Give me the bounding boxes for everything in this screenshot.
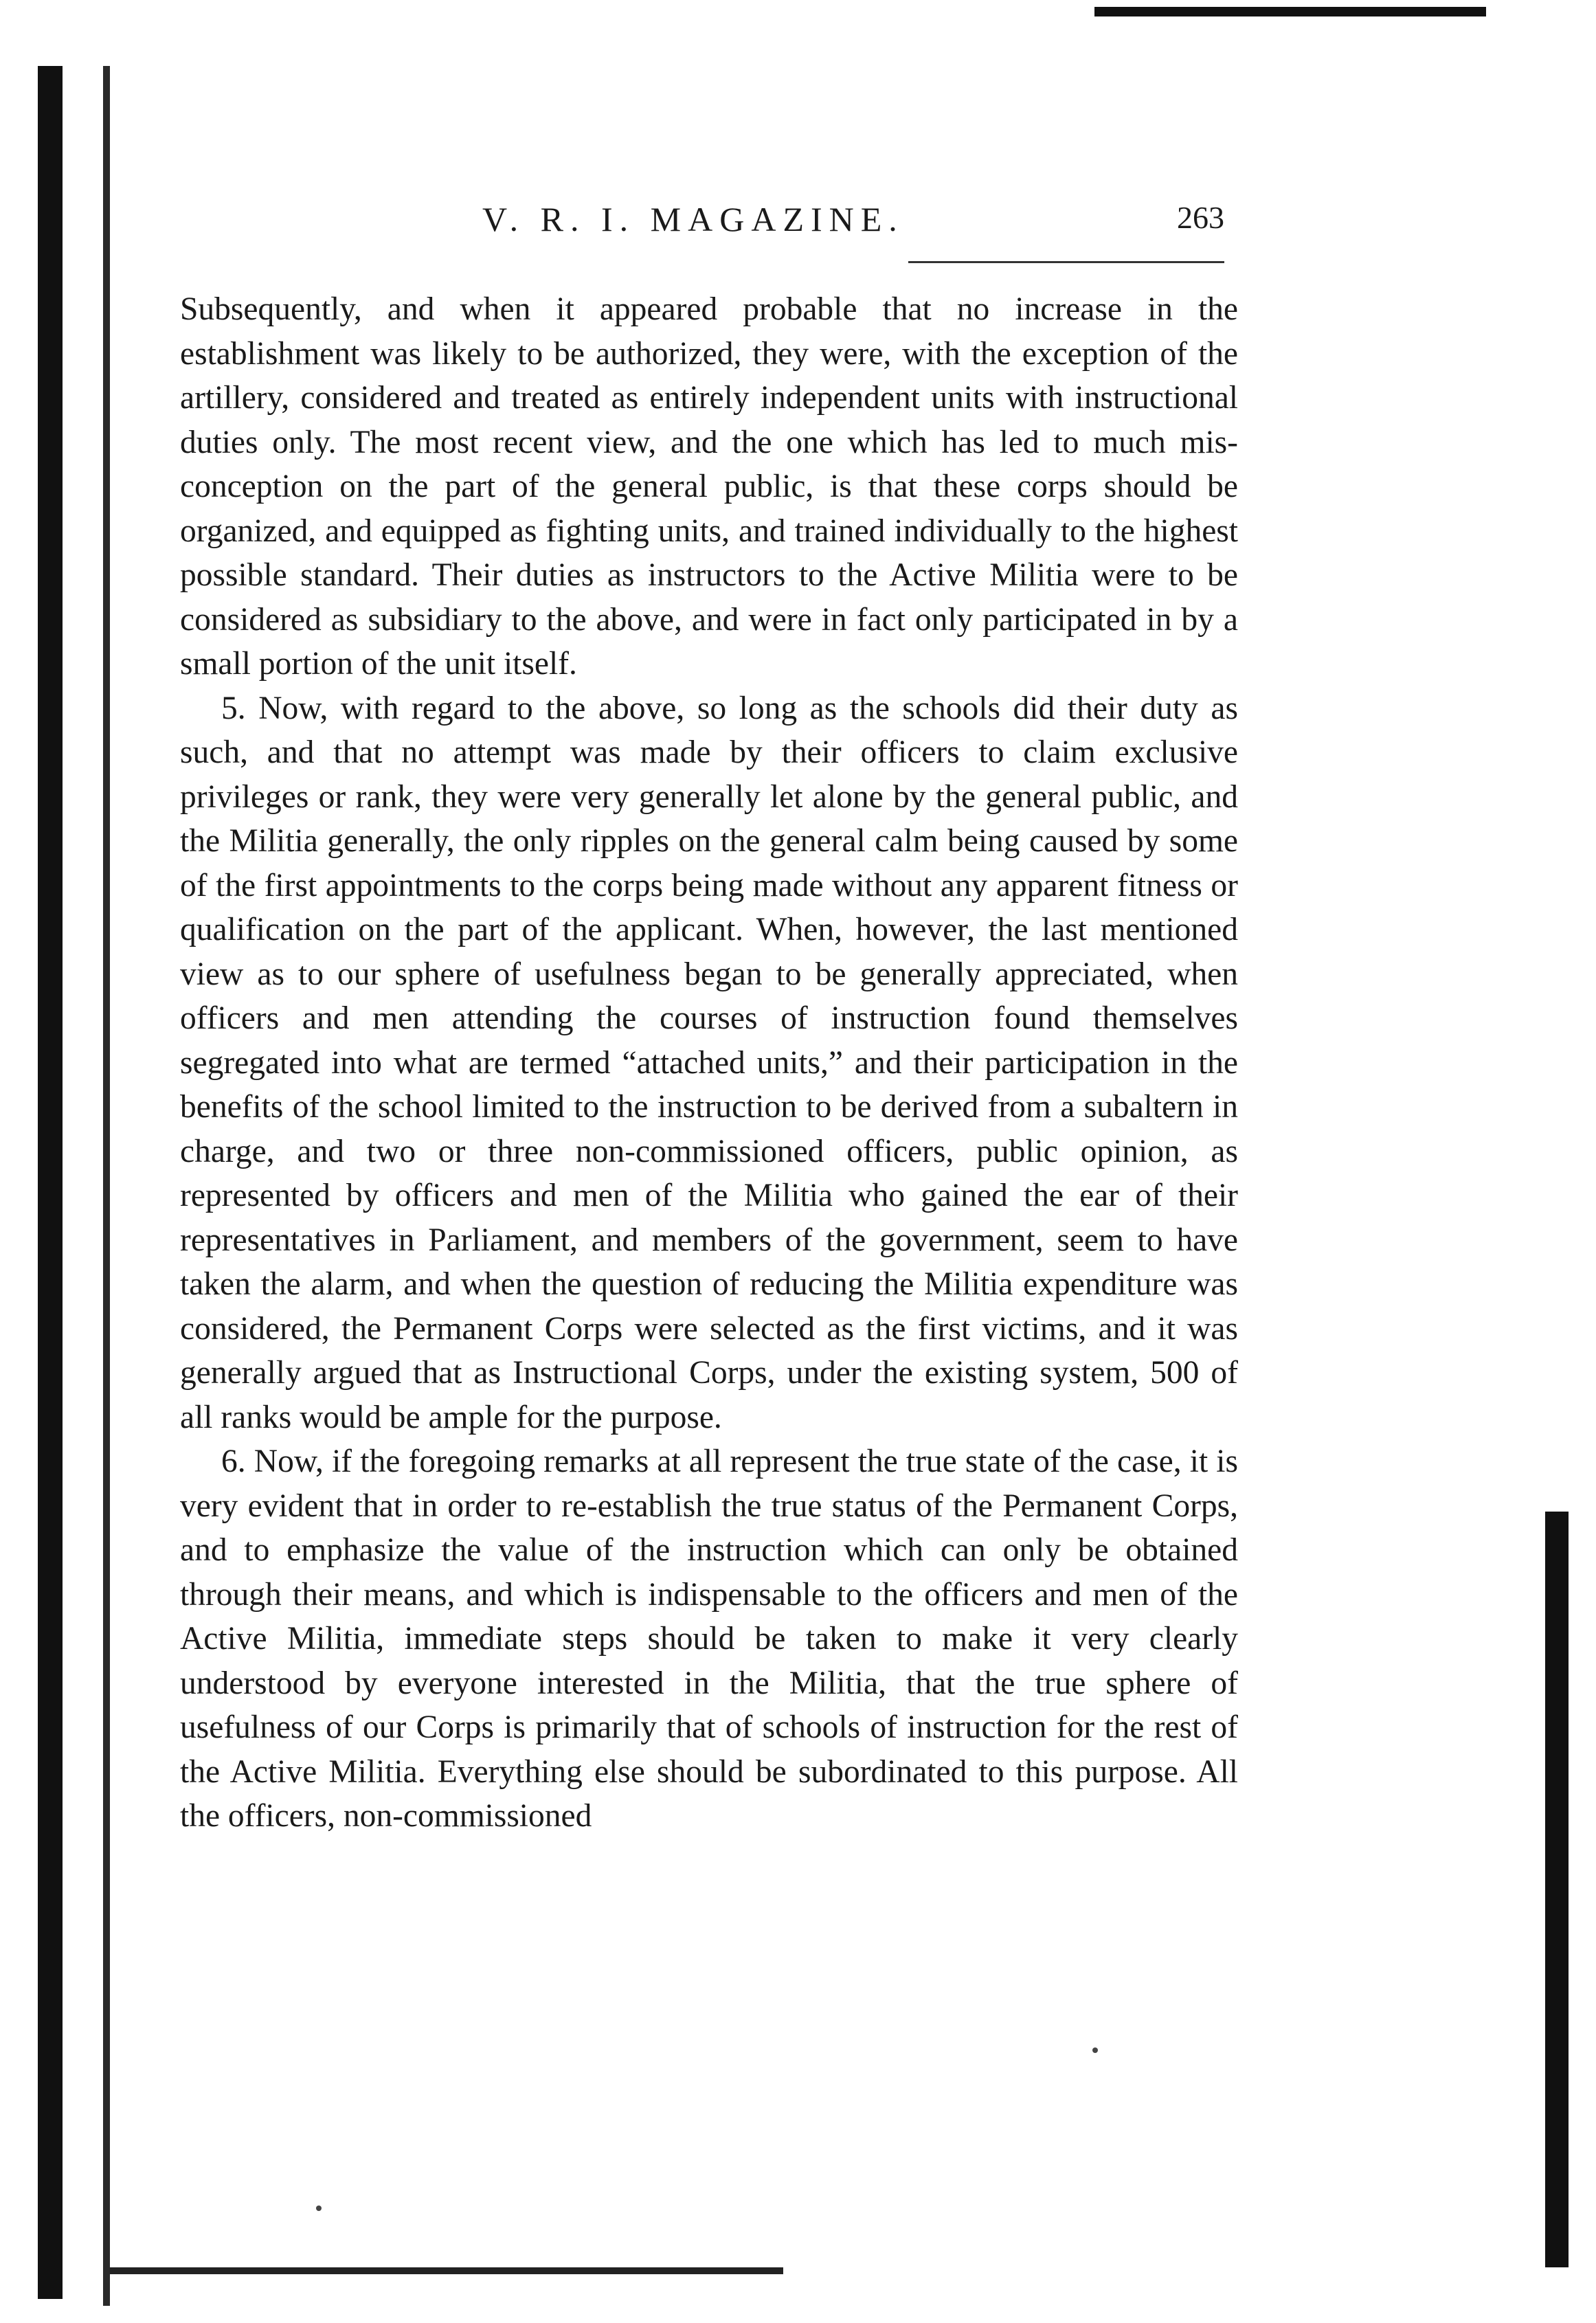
- body-text: [180, 287, 1238, 1839]
- paragraph: 5. Now, with regard to the above, so long as the schools did their duty as such, and that no attempt was made by their officers to claim exclusive privileges or rank, they were very generally let alone by the general public, and the Militia generally, the only ripples on the general calm being caused by some of the first appointments to the corps being made without any apparent fitness or qualification on the part of the applicant. When, however, the last mentioned view as to our sphere of usefulness began to be generally appreciated, when officers and men attending the courses of instruction found themselves segregated into what are termed “attached units,” and their participation in the benefits of the school limited to the instruction to be derived from a subaltern in charge, and two or three non-commissioned officers, public opinion, as represented by officers and men of the Militia who gained the ear of their representatives in Parliament, and members of the government, seem to have taken the alarm, and when the question of reducing the Militia expenditure was considered, the Permanent Corps were selected as the first victims, and it was generally argued that as Instructional Corps, under the existing system, 500 of all ranks would be ample for the purpose.: [180, 690, 1238, 1435]
- scan-speck: [316, 2206, 322, 2211]
- paragraph: Subsequently, and when it appeared probable that no increase in the establishment was likely to be authorized, they were, with the exception of the artillery, considered and treated as entirely independent units with instructional duties only. The most recent view, and the one which has led to much mis-conception on the part of the general public, is that these corps should be organized, and equipped as fighting units, and trained individually to the highest possible standard. Their duties as instructors to the Active Militia were to be considered as subsidiary to the above, and were in fact only participated in by a small portion of the unit itself.: [180, 291, 1238, 682]
- page-number: 263: [1177, 200, 1224, 235]
- scan-edge-right: [1545, 1512, 1569, 2267]
- running-head: [180, 179, 1238, 254]
- paragraph: 6. Now, if the foregoing remarks at all represent the true state of the case, it is very evident that in order to re-establish the true status of the Permanent Corps, and to emphasize the value of the instruction which can only be obtained through their means, and which is indispensable to the officers and men of the Active Militia, immediate steps should be taken to make it very clearly understood by everyone interested in the Militia, that the true sphere of usefulness of our Corps is primarily that of schools of instruction for the rest of the Active Militia. Everything else should be subordinated to this purpose. All the officers, non-commissioned: [180, 1444, 1238, 1834]
- scan-speck: [1092, 2047, 1098, 2053]
- scan-edge-left: [38, 66, 63, 2299]
- page-header-title: V. R. I. MAGAZINE.: [482, 200, 904, 238]
- document-page: [180, 179, 1238, 1839]
- header-rule: [908, 261, 1224, 263]
- scan-edge-left-inner: [103, 66, 110, 2306]
- scan-edge-bottom: [110, 2267, 783, 2274]
- scan-edge-top: [1094, 7, 1486, 16]
